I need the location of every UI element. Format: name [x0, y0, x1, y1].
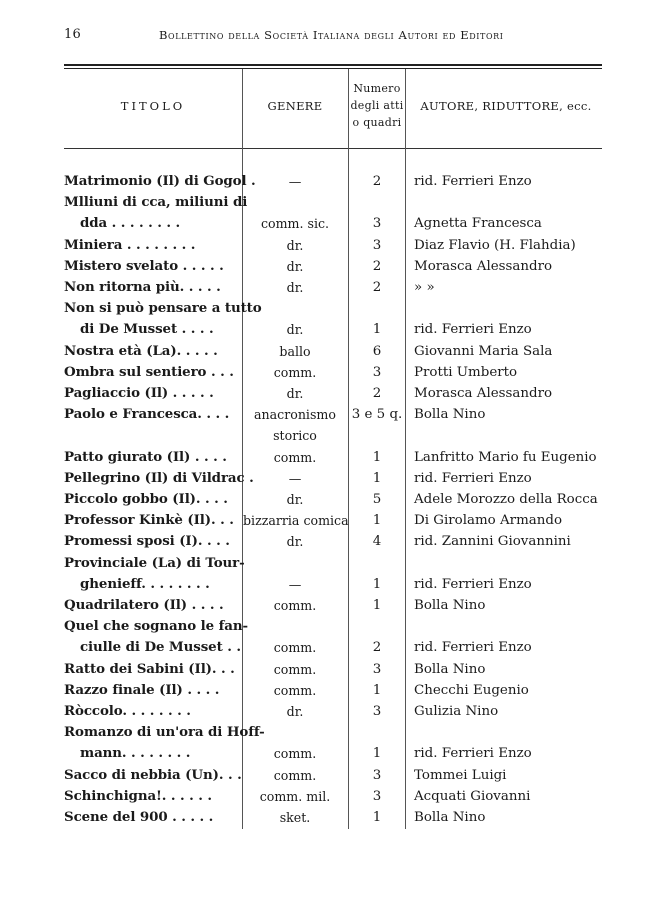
row-title: Schinchigna!. . . . . . [64, 787, 212, 804]
column-header-number-line: Numero [353, 82, 401, 95]
table-row [0, 616, 648, 637]
row-author: Bolla Nino [414, 598, 486, 613]
row-title: Non si può pensare a tutto [64, 300, 262, 317]
row-title: ciulle di De Musset . . [80, 639, 241, 656]
row-author: Diaz Flavio (H. Flahdia) [414, 237, 576, 253]
row-title: Pellegrino (Il) di Vildrac . [64, 469, 254, 486]
page-number: 16 [64, 27, 81, 42]
row-author: » » [414, 280, 435, 295]
row-title: Ròccolo. . . . . . . . [64, 703, 191, 719]
row-number: 1 [372, 746, 382, 762]
row-number: 1 [372, 576, 382, 592]
row-author: Morasca Alessandro [414, 386, 553, 401]
row-author: Acquati Giovanni [414, 788, 531, 804]
row-genre: bizzarria comica [243, 513, 349, 529]
row-number: 3 [372, 661, 382, 677]
row-number: 3 [372, 788, 382, 804]
row-title: Pagliaccio (Il) . . . . . [64, 385, 214, 401]
row-title: Quadrilatero (Il) . . . . [64, 597, 224, 613]
row-title: Paolo e Francesca. . . . [64, 406, 230, 423]
row-author: Morasca Alessandro [414, 258, 553, 274]
table-row-values [0, 235, 648, 256]
table-row-values [0, 595, 648, 616]
table-row-values [0, 383, 648, 404]
row-genre: comm. [273, 746, 317, 762]
row-number: 1 [372, 322, 382, 338]
table-row-values [0, 213, 648, 234]
row-genre: dr. [286, 492, 304, 507]
table-row-values [0, 510, 648, 531]
row-genre: comm. sic. [260, 216, 330, 232]
row-genre: dr. [286, 280, 304, 295]
row-author: Bolla Nino [414, 810, 486, 825]
row-genre: comm. [273, 449, 317, 465]
row-genre: comm. mil. [259, 788, 331, 804]
row-title: Ombra sul sentiero . . . [64, 363, 234, 380]
table-row [0, 192, 648, 213]
row-number: 1 [372, 598, 382, 613]
row-genre: dr. [286, 386, 304, 401]
row-genre: comm. [273, 661, 317, 677]
row-author: rid. Ferrieri Enzo [414, 746, 532, 762]
row-author: Giovanni Maria Sala [414, 343, 553, 359]
row-number: 2 [372, 258, 382, 274]
table-row-values [0, 743, 648, 764]
table-row-values [0, 659, 648, 680]
row-number: 6 [372, 343, 382, 359]
row-title: di De Musset . . . . [80, 321, 214, 338]
row-number: 3 e 5 q. [351, 407, 403, 423]
top-rule [64, 64, 602, 66]
row-title: Mistero svelato . . . . . [64, 257, 224, 274]
column-header-number [349, 80, 405, 131]
row-author: Protti Umberto [414, 364, 518, 380]
row-title: Patto giurato (Il) . . . . [64, 448, 227, 465]
row-number: 1 [372, 682, 382, 698]
top-rule-thin [64, 68, 602, 69]
column-header-number-line: o quadri [352, 116, 402, 129]
row-author: rid. Ferrieri Enzo [414, 640, 532, 656]
table-row-values [0, 701, 648, 722]
column-header-genre: GENERE [267, 99, 323, 113]
row-number: 4 [372, 534, 382, 550]
row-number: 2 [372, 386, 382, 401]
table-row-values [0, 319, 648, 340]
row-title: Scene del 900 . . . . . [64, 809, 214, 825]
column-header-number-line: degli atti [350, 99, 404, 112]
row-number: 3 [372, 237, 382, 253]
row-title: Miniera . . . . . . . . [64, 236, 196, 253]
row-number: 3 [372, 364, 382, 380]
row-title: Nostra età (La). . . . . [64, 342, 218, 359]
row-number: 2 [372, 640, 382, 656]
table-row-values [0, 256, 648, 277]
row-number: 3 [372, 704, 382, 719]
row-genre: dr. [286, 258, 304, 274]
row-title: Non ritorna più. . . . . [64, 279, 221, 295]
row-genre: anacronismo [254, 407, 336, 423]
row-title: Mlliuni di cca, miliuni di [64, 194, 248, 211]
row-author: Bolla Nino [414, 661, 486, 677]
row-number: 1 [372, 470, 382, 486]
row-number: 1 [372, 513, 382, 529]
table-row [0, 722, 648, 743]
row-genre: dr. [286, 704, 304, 719]
column-header-author: AUTORE, RIDUTTORE, ecc. [420, 99, 592, 113]
table-row [0, 298, 648, 319]
row-title: Professor Kinkè (Il). . . [64, 512, 234, 529]
table-row-values [0, 362, 648, 383]
row-author: Gulizia Nino [414, 704, 499, 719]
row-number: 1 [372, 810, 382, 825]
table-row-values [0, 489, 648, 510]
row-genre: — [288, 576, 302, 592]
row-title: Ratto dei Sabini (Il). . . [64, 660, 235, 677]
table-row-values [0, 680, 648, 701]
table-row-values [0, 574, 648, 595]
row-number: 3 [372, 767, 382, 783]
row-number: 3 [372, 216, 382, 232]
row-title: ghenieff. . . . . . . . [80, 575, 210, 592]
row-title: dda . . . . . . . . [80, 215, 181, 232]
table-row-values [0, 277, 648, 298]
column-header-title: TITOLO [120, 99, 186, 113]
row-number: 2 [372, 174, 382, 189]
row-author: Checchi Eugenio [414, 682, 529, 698]
row-title: Matrimonio (Il) di Gogol . [64, 173, 256, 189]
row-genre: comm. [273, 682, 317, 698]
table-row [0, 553, 648, 574]
row-title: Romanzo di un'ora di Hoff- [64, 724, 265, 741]
row-title: mann. . . . . . . . [80, 745, 191, 762]
table-row-values [0, 637, 648, 658]
row-genre: comm. [273, 598, 317, 613]
table-row-values [0, 468, 648, 489]
row-title: Sacco di nebbia (Un). . . [64, 766, 242, 783]
row-author: Bolla Nino [414, 407, 486, 423]
row-title: Provinciale (La) di Tour- [64, 554, 245, 571]
table-row-values [0, 171, 648, 192]
row-genre: storico [273, 428, 317, 444]
row-genre: comm. [273, 640, 317, 656]
journal-title: Bollettino della Società Italiana degli Autori ed Editori [159, 28, 504, 42]
table-row-values [0, 341, 648, 362]
row-title: Razzo finale (Il) . . . . [64, 681, 220, 698]
row-author: Agnetta Francesca [414, 216, 542, 232]
row-genre: — [288, 174, 302, 189]
row-number: 2 [372, 280, 382, 295]
row-author: rid. Ferrieri Enzo [414, 174, 532, 189]
row-genre: ballo [279, 343, 311, 359]
row-author: Adele Morozzo della Rocca [414, 492, 598, 507]
header-rule [64, 148, 602, 149]
table-row-values [0, 531, 648, 552]
row-genre: sket. [279, 810, 311, 825]
row-author: rid. Ferrieri Enzo [414, 470, 532, 486]
row-genre: comm. [273, 767, 317, 783]
row-title: Quel che sognano le fan- [64, 618, 248, 635]
table-row-values [0, 447, 648, 468]
row-author: Di Girolamo Armando [414, 513, 563, 529]
row-genre: dr. [286, 322, 304, 338]
row-author: Lanfritto Mario fu Eugenio [414, 449, 597, 465]
table-row-values [0, 786, 648, 807]
row-genre: dr. [286, 237, 304, 253]
table-row-values [0, 765, 648, 786]
table-row-values [0, 807, 648, 828]
table-row-values [0, 404, 648, 444]
row-number: 5 [372, 492, 382, 507]
row-genre: dr. [286, 534, 304, 550]
row-title: Piccolo gobbo (Il). . . . [64, 491, 228, 507]
row-genre: comm. [273, 364, 317, 380]
row-author: rid. Zannini Giovannini [414, 534, 571, 550]
row-author: Tommei Luigi [414, 767, 507, 783]
row-title: Promessi sposi (I). . . . [64, 533, 230, 550]
row-number: 1 [372, 449, 382, 465]
row-genre: — [288, 470, 302, 486]
row-author: rid. Ferrieri Enzo [414, 322, 532, 338]
row-author: rid. Ferrieri Enzo [414, 576, 532, 592]
